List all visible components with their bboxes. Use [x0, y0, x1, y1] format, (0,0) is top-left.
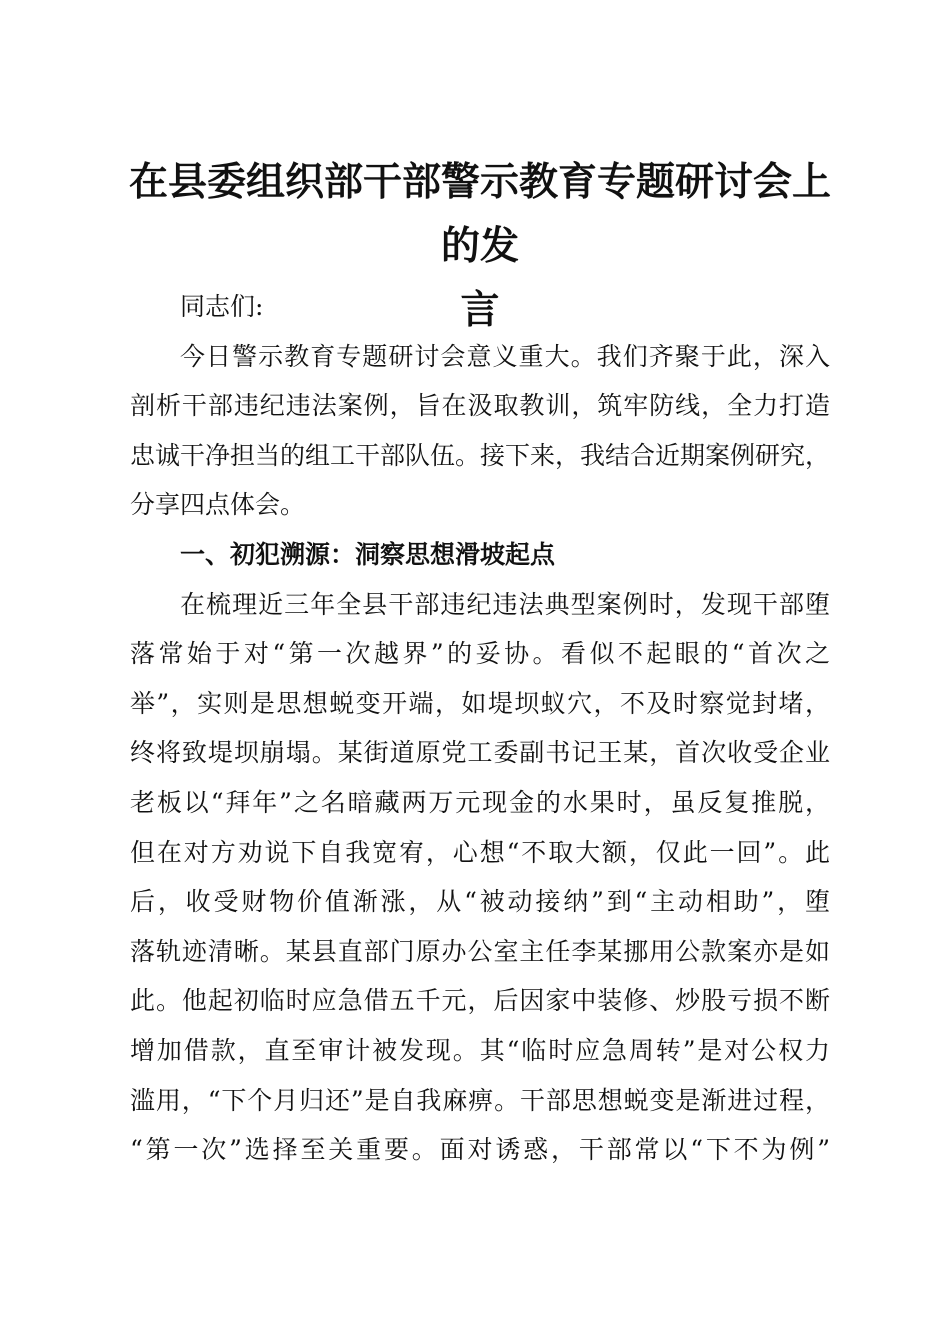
text-line: 在梳理近三年全县干部违纪违法典型案例时，发现干部堕 [180, 589, 830, 619]
text-line: 滥用，“下个月归还”是自我麻痹。干部思想蜕变是渐进过程， [130, 1085, 830, 1115]
text-line: 举”，实则是思想蜕变开端，如堤坝蚁穴，不及时察觉封堵， [130, 688, 830, 718]
text-line: 后，收受财物价值渐涨，从“被动接纳”到“主动相助”，堕 [130, 887, 830, 917]
text-line: 落轨迹清晰。某县直部门原办公室主任李某挪用公款案亦是如 [130, 936, 830, 966]
salutation: 同志们: [180, 292, 264, 321]
section-heading: 一、初犯溯源：洞察思想滑坡起点 [180, 539, 556, 569]
text-line: 落常始于对“第一次越界”的妥协。看似不起眼的“首次之 [130, 639, 830, 669]
text-line: 终将致堤坝崩塌。某街道原党工委副书记王某，首次收受企业 [130, 738, 830, 768]
section1-paragraph [130, 585, 830, 1180]
text-line: 分享四点体会。 [130, 490, 306, 520]
text-line: 此。他起初临时应急借五千元，后因家中装修、炒股亏损不断 [130, 986, 830, 1016]
document-body [130, 287, 830, 1180]
text-line: 但在对方劝说下自我宽宥，心想“不取大额，仅此一回”。此 [130, 837, 830, 867]
title-line: 言 [460, 287, 500, 333]
text-line: 增加借款，直至审计被发现。其“临时应急周转”是对公权力 [130, 1035, 830, 1065]
intro-paragraph [130, 337, 830, 535]
text-line: “第一次”选择至关重要。面对诱惑，干部常以“下不为例” [130, 1135, 830, 1165]
text-line: 今日警示教育专题研讨会意义重大。我们齐聚于此，深入 [180, 341, 830, 371]
text-line: 老板以“拜年”之名暗藏两万元现金的水果时，虽反复推脱， [130, 787, 830, 817]
title-line: 在县委组织部干部警示教育专题研讨会上的发 [128, 159, 831, 269]
text-line: 剖析干部违纪违法案例，旨在汲取教训，筑牢防线，全力打造 [130, 391, 830, 421]
text-line: 忠诚干净担当的组工干部队伍。接下来，我结合近期案例研究， [130, 440, 831, 470]
